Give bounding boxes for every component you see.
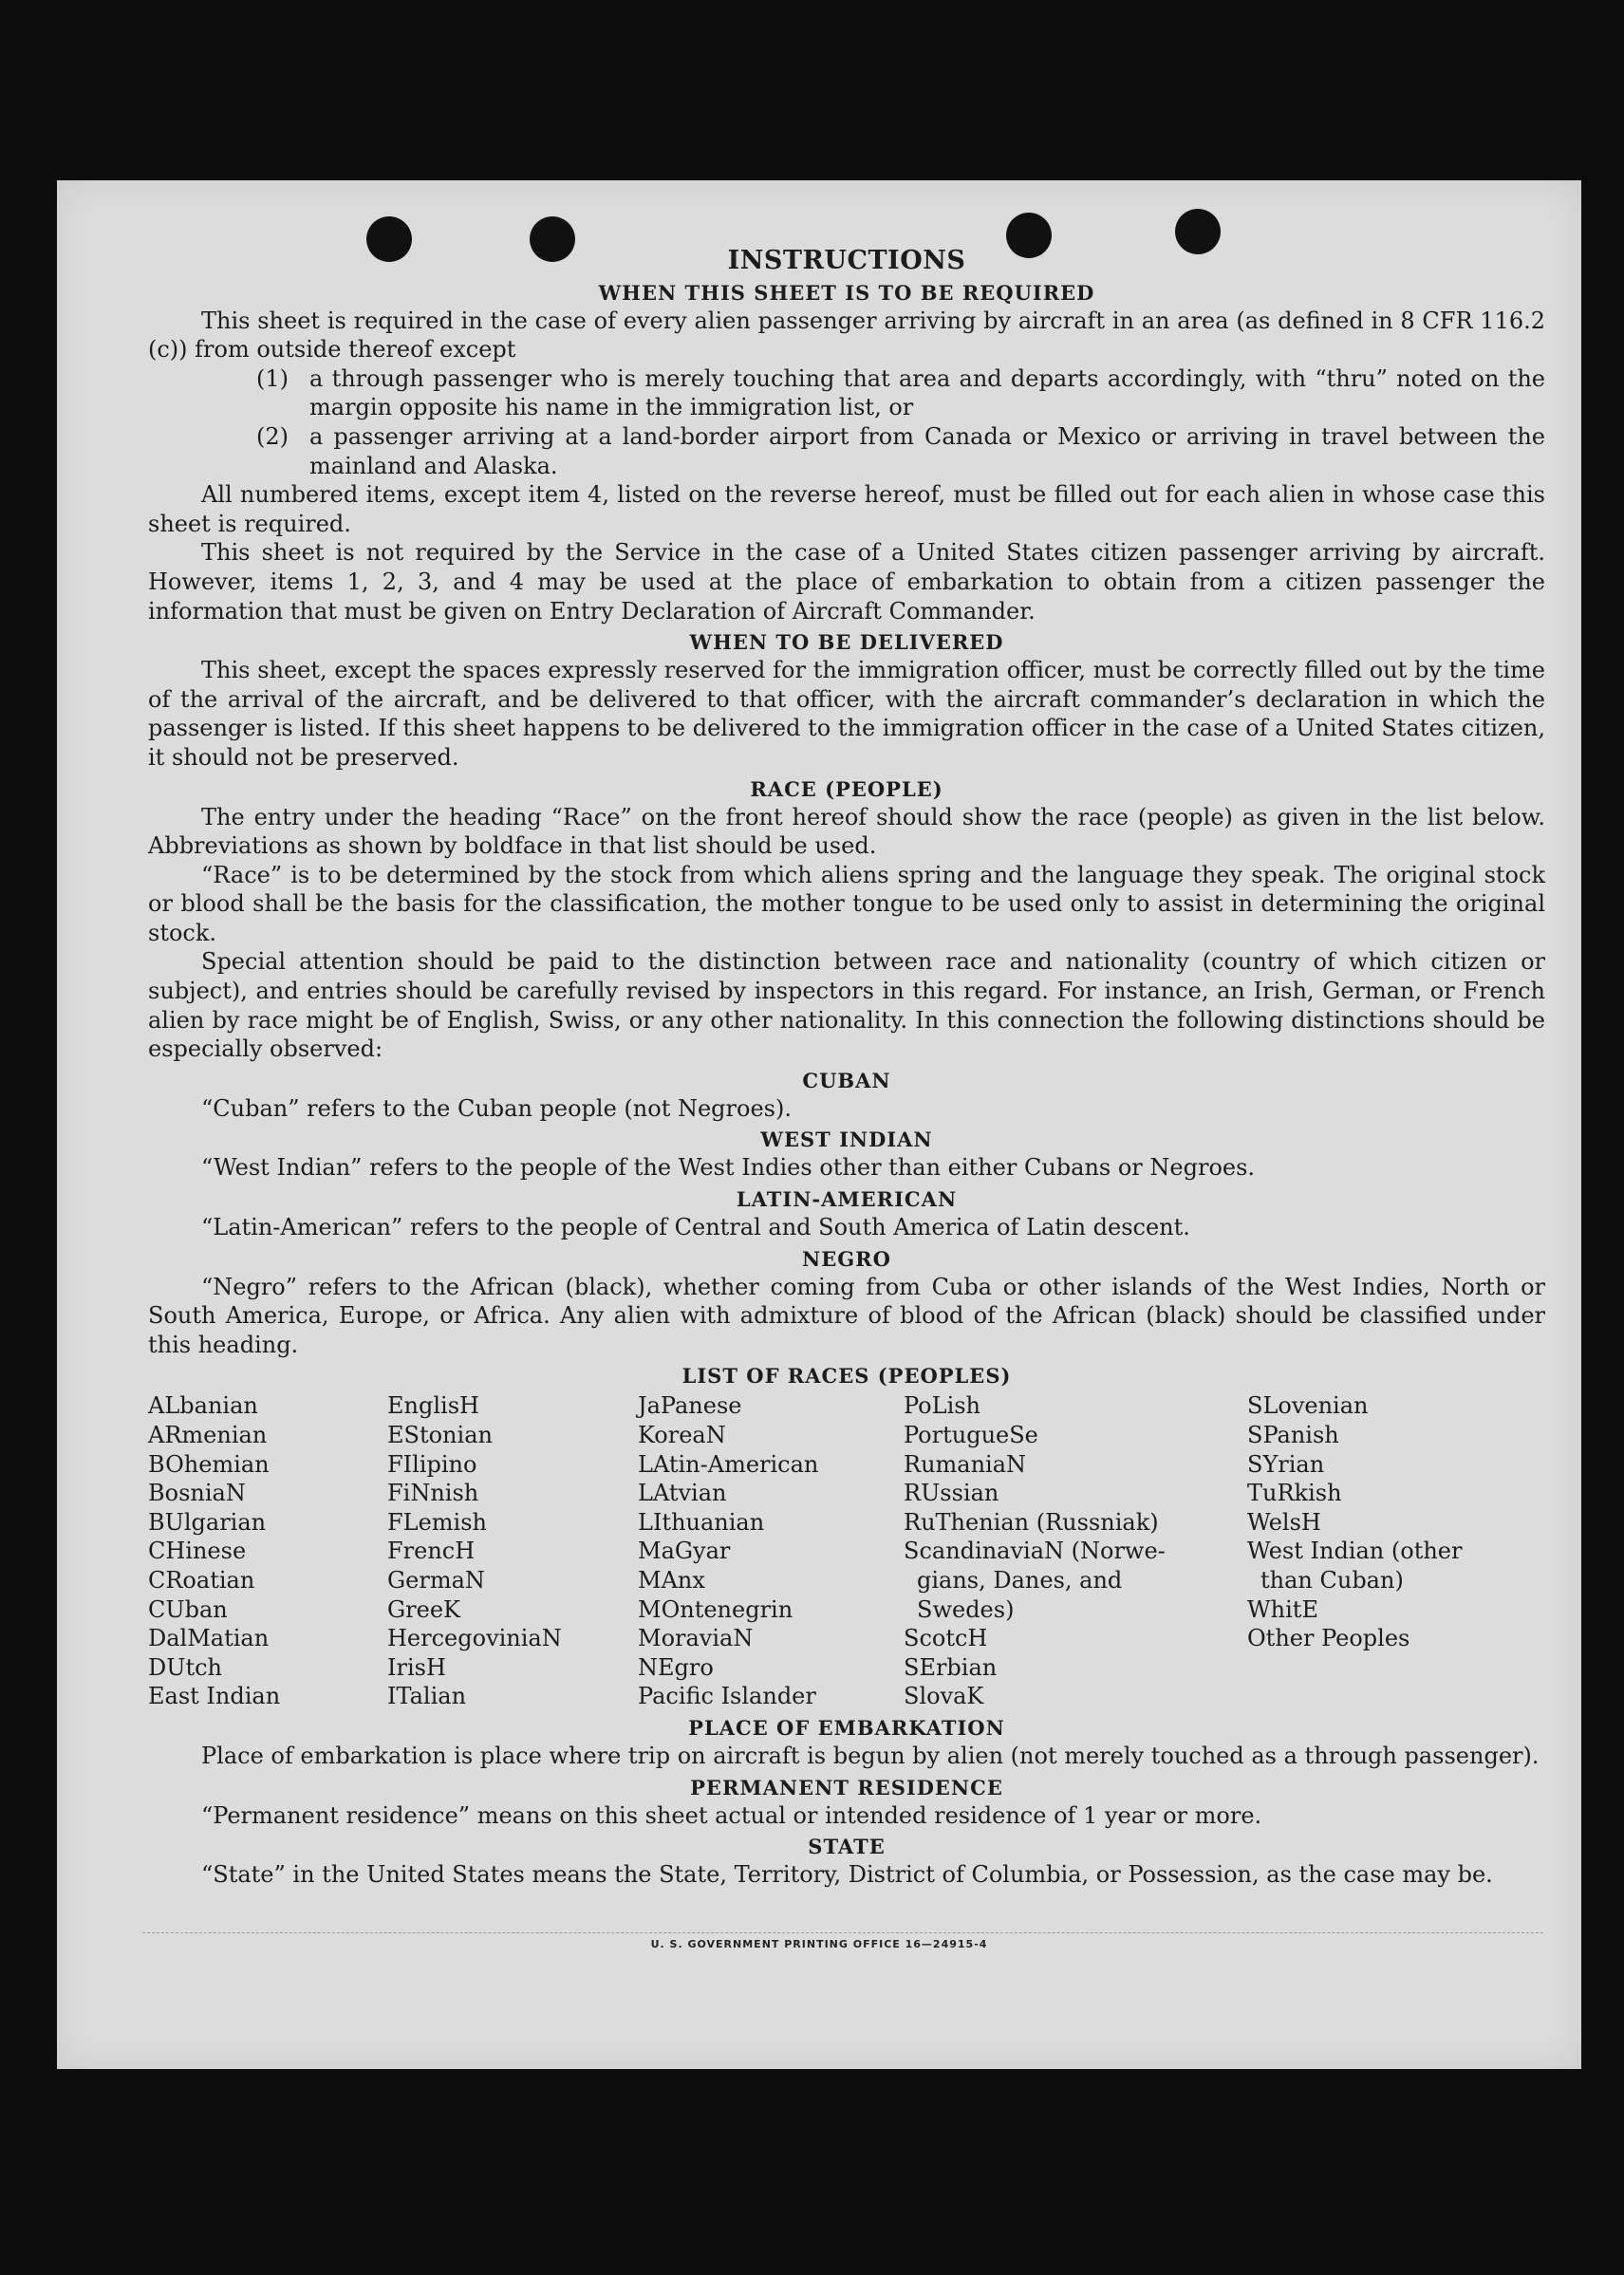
section-heading-cuban: CUBAN <box>802 1068 891 1092</box>
race-item: Swedes) <box>917 1595 1015 1623</box>
item-number: (1) <box>256 364 289 392</box>
race-item: KoreaN <box>638 1422 726 1448</box>
race-item: MAnx <box>638 1566 705 1594</box>
section-heading-when-delivered: WHEN TO BE DELIVERED <box>689 630 1004 655</box>
race-item: RuThenian (Russniak) <box>904 1508 1159 1536</box>
paragraph: The entry under the heading “Race” on the front hereof should show the race (people) as given in the list below. Abbreviations as shown by boldface in that list should be used. <box>148 803 1545 860</box>
paragraph: Special attention should be paid to the distinction between race and nationality (country of which citizen or subject), and entries should be carefully revised by inspectors in this regard. For instance, an Irish, German, or French alien by race might be of English, Swiss, or any other nationality. In this connection the following distinctions should be especially observed: <box>148 948 1545 1063</box>
paragraph: This sheet is not required by the Service in the case of a United States citizen passenger arriving by aircraft. However, items 1, 2, 3, and 4 may be used at the place of embarkation to obtain from a citizen passenger the information that must be given on Entry Declaration of Aircraft Commander. <box>148 539 1545 625</box>
paragraph: “Race” is to be determined by the stock from which aliens spring and the language they speak. The original stock or blood shall be the basis for the classification, the mother tongue to be used only to assist in determining the original stock. <box>148 861 1545 946</box>
races-column <box>387 1391 638 1711</box>
paragraph: All numbered items, except item 4, listed on the reverse hereof, must be filled out for each alien in whose case this sheet is required. <box>148 481 1545 537</box>
paragraph: “Cuban” refers to the Cuban people (not Negroes). <box>201 1094 792 1122</box>
paragraph: This sheet, except the spaces expressly reserved for the immigration officer, must be correctly filled out by the time of the arrival of the aircraft, and be delivered to that officer, with the aircraft commander’s declaration in which the passenger is listed. If this sheet happens to be delivered to the immigration officer in the case of a United States citizen, it should not be preserved. <box>148 657 1545 771</box>
section-heading-latin-american: LATIN-AMERICAN <box>736 1187 958 1212</box>
section-heading-races-list: LIST OF RACES (PEOPLES) <box>681 1364 1012 1389</box>
page-title: INSTRUCTIONS <box>727 246 966 275</box>
race-item: MOntenegrin <box>638 1595 793 1623</box>
race-item: SLovenian <box>1247 1392 1369 1420</box>
section-heading-residence: PERMANENT RESIDENCE <box>690 1775 1003 1799</box>
race-item: WhitE <box>1247 1595 1318 1623</box>
race-item: DUtch <box>148 1653 223 1681</box>
paragraph: Place of embarkation is place where trip on aircraft is begun by alien (not merely touched as a through passenger). <box>201 1742 1540 1769</box>
race-item: ARmenian <box>148 1422 268 1448</box>
race-item: IrisH <box>387 1653 446 1681</box>
race-item: SPanish <box>1247 1422 1339 1448</box>
race-item: MaGyar <box>638 1538 731 1565</box>
race-item: ScotcH <box>904 1625 988 1652</box>
race-item: LAtin-American <box>638 1450 819 1478</box>
race-item: GermaN <box>387 1566 485 1594</box>
race-item: HercegoviniaN <box>387 1625 562 1652</box>
list-item <box>256 422 1545 480</box>
race-item: LAtvian <box>638 1480 727 1507</box>
section-heading-west-indian: WEST INDIAN <box>760 1128 933 1152</box>
race-item: FiNnish <box>387 1480 479 1507</box>
races-column <box>904 1391 1247 1711</box>
instructions-body <box>148 247 1545 1890</box>
race-item: CUban <box>148 1595 228 1623</box>
paragraph: “West Indian” refers to the people of the West Indies other than either Cubans or Negroes. <box>201 1154 1256 1182</box>
paragraph: This sheet is required in the case of every alien passenger arriving by aircraft in an area (as defined in 8 CFR 116.2 (c)) from outside thereof except <box>148 307 1545 364</box>
race-item: ScandinaviaN (Norwe- <box>904 1538 1166 1565</box>
race-item: FrencH <box>387 1538 476 1565</box>
paragraph: “Permanent residence” means on this sheet actual or intended residence of 1 year or more. <box>201 1801 1262 1829</box>
race-item: RUssian <box>904 1480 999 1507</box>
race-item: CHinese <box>148 1538 247 1565</box>
divider <box>142 1932 1543 1933</box>
race-item: EStonian <box>387 1422 493 1448</box>
race-item: gians, Danes, and <box>917 1566 1123 1594</box>
race-item: DalMatian <box>148 1625 270 1652</box>
section-heading-embarkation: PLACE OF EMBARKATION <box>688 1715 1005 1740</box>
race-item: PortugueSe <box>904 1422 1038 1448</box>
race-item: CRoatian <box>148 1566 255 1594</box>
section-heading-race: RACE (PEOPLE) <box>750 776 943 801</box>
race-item: LIthuanian <box>638 1508 765 1536</box>
paragraph: “State” in the United States means the State, Territory, District of Columbia, or Possession, as the case may be. <box>201 1861 1493 1889</box>
races-list <box>148 1391 1545 1711</box>
race-item: JaPanese <box>638 1392 742 1420</box>
race-item: BOhemian <box>148 1450 270 1478</box>
race-item: GreeK <box>387 1595 460 1623</box>
item-number: (2) <box>256 422 289 450</box>
race-item: NEgro <box>638 1653 714 1681</box>
race-item: FLemish <box>387 1508 487 1536</box>
race-item: West Indian (other <box>1247 1538 1463 1565</box>
race-item: Pacific Islander <box>638 1683 816 1710</box>
paragraph: “Latin-American” refers to the people of Central and South America of Latin descent. <box>201 1214 1190 1241</box>
paragraph: “Negro” refers to the African (black), whether coming from Cuba or other islands of the West Indies, North or South America, Europe, or Africa. Any alien with admixture of blood of the African (black) should be classified under this heading. <box>148 1273 1545 1358</box>
race-item: than Cuban) <box>1260 1566 1404 1594</box>
document-sheet <box>57 180 1581 2069</box>
race-item: EnglisH <box>387 1392 479 1420</box>
race-item: SlovaK <box>904 1683 984 1710</box>
section-heading-when-required: WHEN THIS SHEET IS TO BE REQUIRED <box>598 280 1095 305</box>
printer-imprint: U. S. GOVERNMENT PRINTING OFFICE 16—24915-4 <box>650 1938 988 1950</box>
item-text: a passenger arriving at a land-border airport from Canada or Mexico or arriving in travel between the mainland and Alaska. <box>309 422 1545 479</box>
section-heading-negro: NEGRO <box>802 1246 891 1271</box>
race-item: East Indian <box>148 1683 281 1710</box>
race-item: MoraviaN <box>638 1625 754 1652</box>
race-item: Other Peoples <box>1247 1625 1410 1652</box>
race-item: BUlgarian <box>148 1508 267 1536</box>
race-item: PoLish <box>904 1392 981 1420</box>
race-item: TuRkish <box>1247 1480 1342 1507</box>
section-heading-state: STATE <box>808 1835 886 1859</box>
race-item: ALbanian <box>148 1392 258 1420</box>
race-item: FIlipino <box>387 1450 477 1478</box>
race-item: ITalian <box>387 1683 467 1710</box>
races-column <box>638 1391 904 1711</box>
races-column <box>1247 1391 1545 1711</box>
race-item: RumaniaN <box>904 1450 1027 1478</box>
list-item <box>256 364 1545 422</box>
races-column <box>148 1391 387 1711</box>
race-item: SErbian <box>904 1653 998 1681</box>
race-item: WelsH <box>1247 1508 1321 1536</box>
race-item: BosniaN <box>148 1480 246 1507</box>
item-text: a through passenger who is merely touching that area and departs accordingly, with “thru” noted on the margin opposite his name in the immigration list, or <box>309 364 1545 421</box>
race-item: SYrian <box>1247 1450 1325 1478</box>
